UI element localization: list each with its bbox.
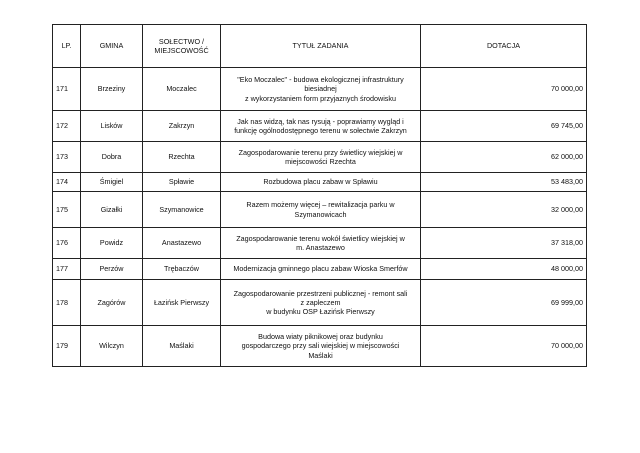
cell-tytul-line: w budynku OSP Łazińsk Pierwszy (266, 307, 375, 317)
cell-tytul (221, 68, 421, 111)
table-row (53, 68, 587, 111)
cell-gmina: Śmigiel (81, 173, 143, 192)
cell-lp: 172 (53, 111, 81, 142)
cell-lp: 179 (53, 326, 81, 367)
cell-tytul (221, 326, 421, 367)
table-row (53, 173, 587, 192)
table-row (53, 111, 587, 142)
cell-lp: 174 (53, 173, 81, 192)
header-dotacja: DOTACJA (421, 25, 587, 68)
header-gmina: GMINA (81, 25, 143, 68)
cell-dotacja: 37 318,00 (421, 228, 587, 259)
cell-tytul-line: "Eko Moczalec" - budowa ekologicznej infrastruktury (237, 75, 404, 85)
cell-gmina: Powidz (81, 228, 143, 259)
header-tytul: TYTUŁ ZADANIA (221, 25, 421, 68)
cell-solectwo: Łazińsk Pierwszy (143, 280, 221, 326)
cell-tytul-line: z wykorzystaniem form przyjaznych środowisku (245, 93, 396, 103)
cell-lp: 178 (53, 280, 81, 326)
cell-lp: 173 (53, 142, 81, 173)
cell-tytul-line: Modernizacja gminnego placu zabaw Wioska Smerfów (233, 264, 408, 274)
cell-tytul-line: Szymanowicach (294, 209, 347, 219)
cell-tytul-line: Budowa wiaty piknikowej oraz budynku (258, 332, 383, 342)
cell-dotacja: 32 000,00 (421, 192, 587, 228)
table-row (53, 280, 587, 326)
cell-solectwo: Maślaki (143, 326, 221, 367)
cell-tytul (221, 192, 421, 228)
table-row (53, 228, 587, 259)
cell-tytul (221, 228, 421, 259)
cell-gmina: Lisków (81, 111, 143, 142)
cell-solectwo: Zakrzyn (143, 111, 221, 142)
cell-tytul-line: funkcję ogólnodostępnego terenu w sołectwie Zakrzyn (234, 126, 407, 135)
cell-tytul-line: miejscowości Rzechta (285, 157, 356, 166)
cell-tytul (221, 280, 421, 326)
cell-tytul-line: Rozbudowa placu zabaw w Spławiu (263, 177, 378, 187)
cell-tytul-line: Zagospodarowanie terenu wokół świetlicy wiejskiej w (236, 233, 405, 243)
cell-solectwo: Anastazewo (143, 228, 221, 259)
table-row (53, 192, 587, 228)
cell-solectwo: Szymanowice (143, 192, 221, 228)
cell-dotacja: 69 745,00 (421, 111, 587, 142)
grants-table (52, 24, 587, 367)
header-solectwo (143, 25, 221, 68)
cell-gmina: Dobra (81, 142, 143, 173)
cell-gmina: Zagórów (81, 280, 143, 326)
cell-lp: 177 (53, 259, 81, 280)
cell-dotacja: 69 999,00 (421, 280, 587, 326)
cell-solectwo: Rzechta (143, 142, 221, 173)
header-row (53, 25, 587, 68)
table-row (53, 259, 587, 280)
cell-gmina: Perzów (81, 259, 143, 280)
table-row (53, 326, 587, 367)
cell-tytul (221, 111, 421, 142)
cell-dotacja: 48 000,00 (421, 259, 587, 280)
cell-lp: 176 (53, 228, 81, 259)
cell-tytul-line: Razem możemy więcej – rewitalizacja parku w (246, 200, 395, 210)
cell-dotacja: 70 000,00 (421, 68, 587, 111)
cell-solectwo: Moczalec (143, 68, 221, 111)
cell-tytul-line: Zagospodarowanie przestrzeni publicznej - remont sali (233, 288, 408, 298)
cell-dotacja: 62 000,00 (421, 142, 587, 173)
cell-tytul-line: Jak nas widzą, tak nas rysują - poprawiamy wygląd i (237, 116, 404, 126)
header-lp: LP. (53, 25, 81, 68)
cell-lp: 175 (53, 192, 81, 228)
cell-gmina: Wilczyn (81, 326, 143, 367)
cell-tytul-line: gospodarczego przy sali wiejskiej w miejscowości (241, 341, 400, 351)
header-solectwo-line1: SOŁECTWO / (158, 36, 205, 46)
cell-tytul-line: Zagospodarowanie terenu przy świetlicy wiejskiej w (238, 147, 403, 157)
cell-tytul (221, 173, 421, 192)
cell-gmina: Brzeziny (81, 68, 143, 111)
cell-tytul (221, 259, 421, 280)
cell-dotacja: 53 483,00 (421, 173, 587, 192)
cell-tytul (221, 142, 421, 173)
header-solectwo-line2: MIEJSCOWOŚĆ (154, 46, 209, 55)
cell-tytul-line: Maślaki (308, 350, 333, 360)
cell-solectwo: Trębaczów (143, 259, 221, 280)
cell-tytul-line: biesiadnej (304, 84, 337, 94)
cell-solectwo: Spławie (143, 173, 221, 192)
cell-tytul-line: z zapleczem (300, 297, 341, 307)
cell-tytul-line: m. Anastazewo (296, 243, 345, 252)
cell-gmina: Gizałki (81, 192, 143, 228)
table-row (53, 142, 587, 173)
cell-dotacja: 70 000,00 (421, 326, 587, 367)
cell-lp: 171 (53, 68, 81, 111)
